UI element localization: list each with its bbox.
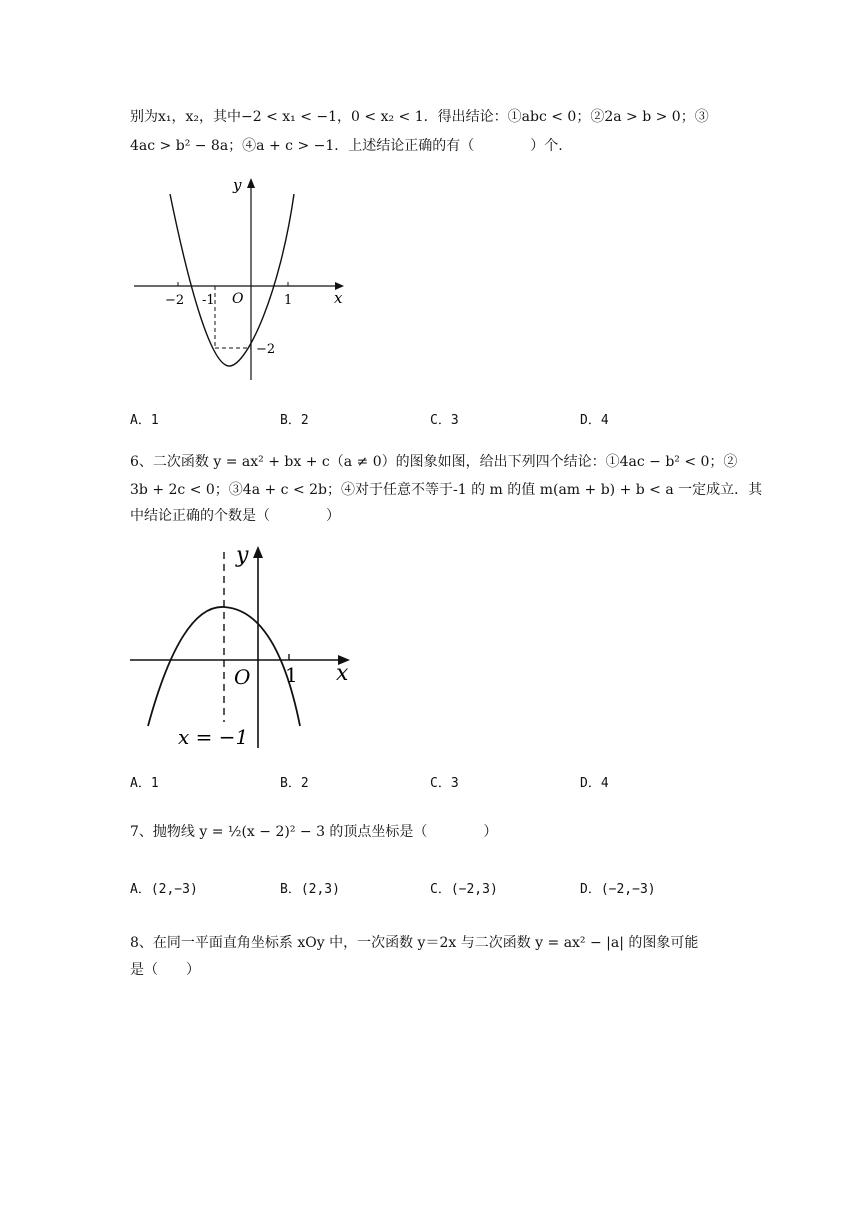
q5-y-arrow — [247, 178, 255, 188]
q8-text-line2: 是（ ） — [130, 962, 200, 978]
q6-choice-d[interactable]: D．4 — [580, 776, 609, 791]
q7-text-line1: 7、抛物线 y = ½(x − 2)² − 3 的顶点坐标是（ ） — [130, 824, 498, 840]
q8-text-line1: 8、在同一平面直角坐标系 xOy 中，一次函数 y＝2x 与二次函数 y = ax² − |a| 的图象可能 — [130, 935, 699, 951]
q5-choice-b[interactable]: B．2 — [280, 413, 309, 428]
q5-text-line1: 别为x₁，x₂，其中−2 < x₁ < −1，0 < x₂ < 1．得出结论：①abc < 0；②2a > b > 0；③ — [130, 109, 709, 125]
q6-text-line3: 中结论正确的个数是（ ） — [130, 508, 340, 524]
q5-tick-neg2-label: −2 — [165, 293, 185, 308]
q5-x-label: x — [334, 289, 343, 307]
q6-choice-a[interactable]: A．1 — [130, 776, 159, 791]
q5-y-label: y — [233, 176, 242, 194]
q6-origin-label: O — [234, 665, 251, 689]
q5-y-neg2-label: −2 — [256, 342, 276, 357]
q5-choice-c[interactable]: C．3 — [430, 413, 459, 428]
q6-axis-label: x = −1 — [178, 725, 249, 749]
q5-choice-d[interactable]: D．4 — [580, 413, 609, 428]
q6-graph — [128, 536, 358, 752]
q7-choice-c[interactable]: C．(−2,3) — [430, 882, 498, 897]
q6-choice-b[interactable]: B．2 — [280, 776, 309, 791]
q5-tick-neg1-label: -1 — [202, 293, 215, 308]
q6-y-arrow — [253, 546, 263, 558]
q7-choice-d[interactable]: D．(−2,−3) — [580, 882, 656, 897]
q5-text-line2: 4ac > b² − 8a；④a + c > −1．上述结论正确的有（ ）个. — [130, 138, 563, 154]
q5-parabola — [170, 194, 294, 366]
q5-tick-1-label: 1 — [284, 293, 293, 308]
q5-origin-label: O — [232, 291, 244, 307]
q7-choice-a[interactable]: A．(2,−3) — [130, 882, 198, 897]
q6-text-line2: 3b + 2c < 0；③4a + c < 2b；④对于任意不等于-1 的 m 的值 m(am + b) + b < a 一定成立．其 — [130, 482, 763, 498]
q6-text-line1: 6、二次函数 y = ax² + bx + c（a ≠ 0）的图象如图，给出下列四个结论：①4ac − b² < 0；② — [130, 454, 738, 470]
q6-y-label: y — [236, 543, 249, 568]
q6-x-label: x — [336, 661, 349, 686]
q5-graph — [130, 172, 350, 387]
q5-choice-a[interactable]: A．1 — [130, 413, 159, 428]
q6-choice-c[interactable]: C．3 — [430, 776, 459, 791]
q6-tick-1-label: 1 — [285, 663, 298, 687]
q7-choice-b[interactable]: B．(2,3) — [280, 882, 340, 897]
